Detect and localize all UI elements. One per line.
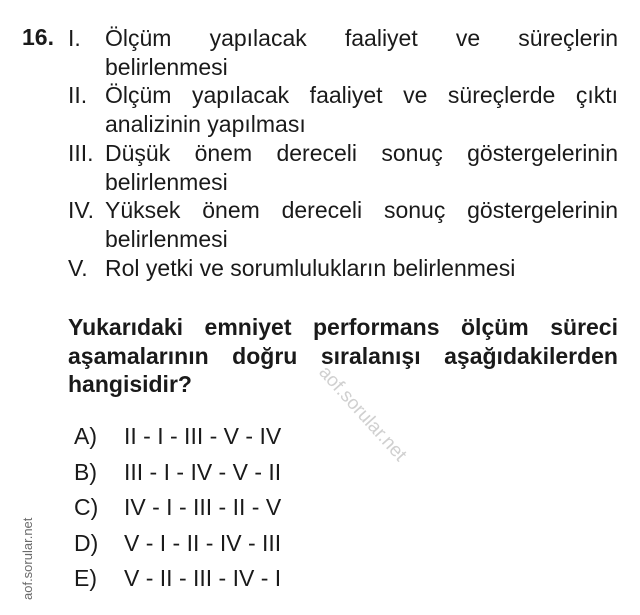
statement-item <box>68 196 618 253</box>
option-letter: C) <box>74 494 99 520</box>
statement-item <box>68 254 618 283</box>
statement-list <box>68 24 618 282</box>
statement-text: Rol yetki ve sorumlulukların belirlenmesi <box>105 254 516 281</box>
option-letter: E) <box>74 565 97 591</box>
answer-option-a[interactable] <box>74 422 281 458</box>
statement-numeral: V. <box>68 254 88 281</box>
question-number: 16. <box>22 24 54 50</box>
option-text: V - I - II - IV - III <box>124 529 282 556</box>
option-letter: D) <box>74 529 99 556</box>
option-text: V - II - III - IV - I <box>124 565 282 591</box>
statement-numeral: III. <box>68 139 94 166</box>
statement-numeral: IV. <box>68 197 95 224</box>
statement-text: Yüksek önem dereceli sonuç göstergelerinin belirlenmesi <box>105 197 618 252</box>
statement-item <box>68 24 618 81</box>
option-text: II - I - III - V - IV <box>124 423 282 449</box>
statement-item <box>68 81 618 138</box>
diagonal-watermark: aof.sorular.net <box>314 362 411 466</box>
question-prompt: Yukarıdaki emniyet performans ölçüm süreci aşamalarının doğru sıralanışı aşağıdakilerden hangisidir? <box>68 314 618 397</box>
answer-option-e[interactable] <box>74 564 281 600</box>
statement-text: Düşük önem dereceli sonuç göstergelerinin belirlenmesi <box>105 139 618 195</box>
answer-option-c[interactable] <box>74 493 281 529</box>
answer-option-d[interactable] <box>74 529 281 565</box>
option-text: IV - I - III - II - V <box>124 494 282 520</box>
statement-text: Ölçüm yapılacak faaliyet ve süreçlerde çıktı analizinin yapılması <box>105 82 618 138</box>
answer-options <box>74 422 281 600</box>
statement-numeral: II. <box>68 82 88 109</box>
statement-numeral: I. <box>68 25 81 51</box>
answer-option-b[interactable] <box>74 458 281 494</box>
side-watermark: aof.sorular.net <box>20 517 35 600</box>
statement-text: Ölçüm yapılacak faaliyet ve süreçlerin belirlenmesi <box>105 25 618 80</box>
option-text: III - I - IV - V - II <box>124 458 282 485</box>
statement-item <box>68 139 618 196</box>
option-letter: A) <box>74 423 97 449</box>
option-letter: B) <box>74 458 97 485</box>
